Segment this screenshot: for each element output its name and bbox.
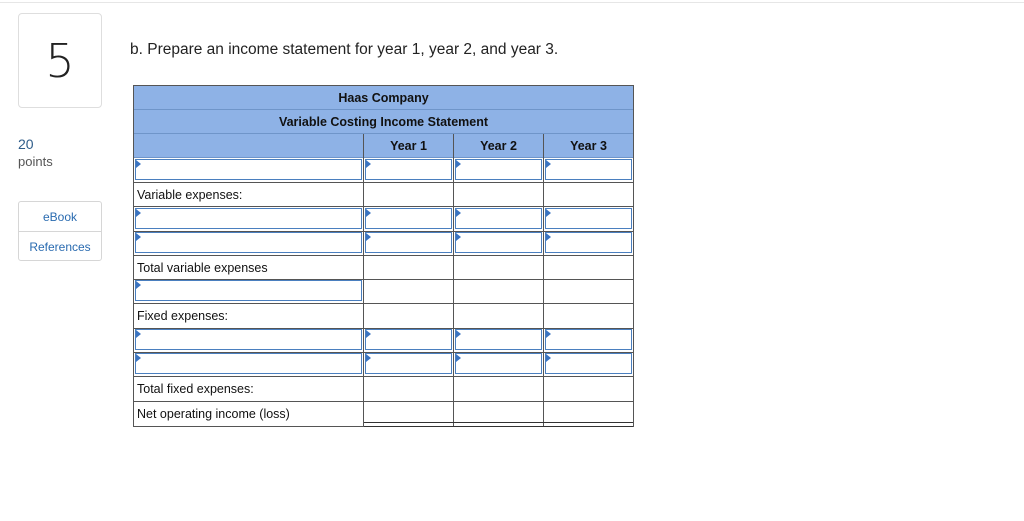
amount-input-year-1[interactable] <box>365 232 452 253</box>
table-row <box>134 377 633 401</box>
amount-input-year-3[interactable] <box>545 159 632 180</box>
column-year-2: Year 2 <box>480 138 517 153</box>
company-name: Haas Company <box>134 86 633 110</box>
table-row <box>134 304 633 328</box>
amount-input-year-3[interactable] <box>545 232 632 253</box>
amount-input-year-1[interactable] <box>365 208 452 229</box>
table-row <box>134 352 633 376</box>
row-label-input[interactable] <box>135 353 362 374</box>
table-row <box>134 207 633 231</box>
references-link[interactable]: References <box>19 231 101 261</box>
total-variable-label: Total variable expenses <box>137 261 268 275</box>
row-label-input[interactable] <box>135 208 362 229</box>
amount-input-year-3[interactable] <box>545 329 632 350</box>
row-label-input[interactable] <box>135 159 362 180</box>
amount-input-year-2[interactable] <box>455 329 542 350</box>
row-label-input[interactable] <box>135 280 362 301</box>
net-income-label: Net operating income (loss) <box>137 407 290 421</box>
table-row <box>134 183 633 207</box>
resource-links <box>18 201 102 261</box>
question-prompt: b. Prepare an income statement for year 1, year 2, and year 3. <box>130 41 559 58</box>
question-number-box <box>18 13 102 108</box>
question-number: 5 <box>45 33 75 88</box>
amount-input-year-1[interactable] <box>365 159 452 180</box>
income-statement-table <box>133 85 634 427</box>
column-year-3: Year 3 <box>570 138 607 153</box>
double-underline <box>364 422 633 427</box>
amount-input-year-1[interactable] <box>365 353 452 374</box>
amount-input-year-2[interactable] <box>455 232 542 253</box>
amount-input-year-3[interactable] <box>545 353 632 374</box>
amount-input-year-2[interactable] <box>455 353 542 374</box>
ebook-link[interactable]: eBook <box>42 209 78 224</box>
top-divider <box>0 2 1024 3</box>
statement-title: Variable Costing Income Statement <box>134 110 633 134</box>
table-row <box>134 256 633 280</box>
row-label-input[interactable] <box>135 329 362 350</box>
amount-input-year-2[interactable] <box>455 159 542 180</box>
table-row <box>134 280 633 304</box>
points-value: 20 <box>18 136 34 152</box>
amount-input-year-1[interactable] <box>365 329 452 350</box>
fixed-expenses-label: Fixed expenses: <box>137 309 229 323</box>
total-fixed-label: Total fixed expenses: <box>137 382 254 396</box>
amount-input-year-2[interactable] <box>455 208 542 229</box>
variable-expenses-label: Variable expenses: <box>137 188 243 202</box>
amount-input-year-3[interactable] <box>545 208 632 229</box>
table-row <box>134 158 633 182</box>
column-year-1: Year 1 <box>390 138 427 153</box>
table-row <box>134 328 633 352</box>
points-label: points <box>18 154 53 169</box>
table-row <box>134 231 633 255</box>
row-label-input[interactable] <box>135 232 362 253</box>
